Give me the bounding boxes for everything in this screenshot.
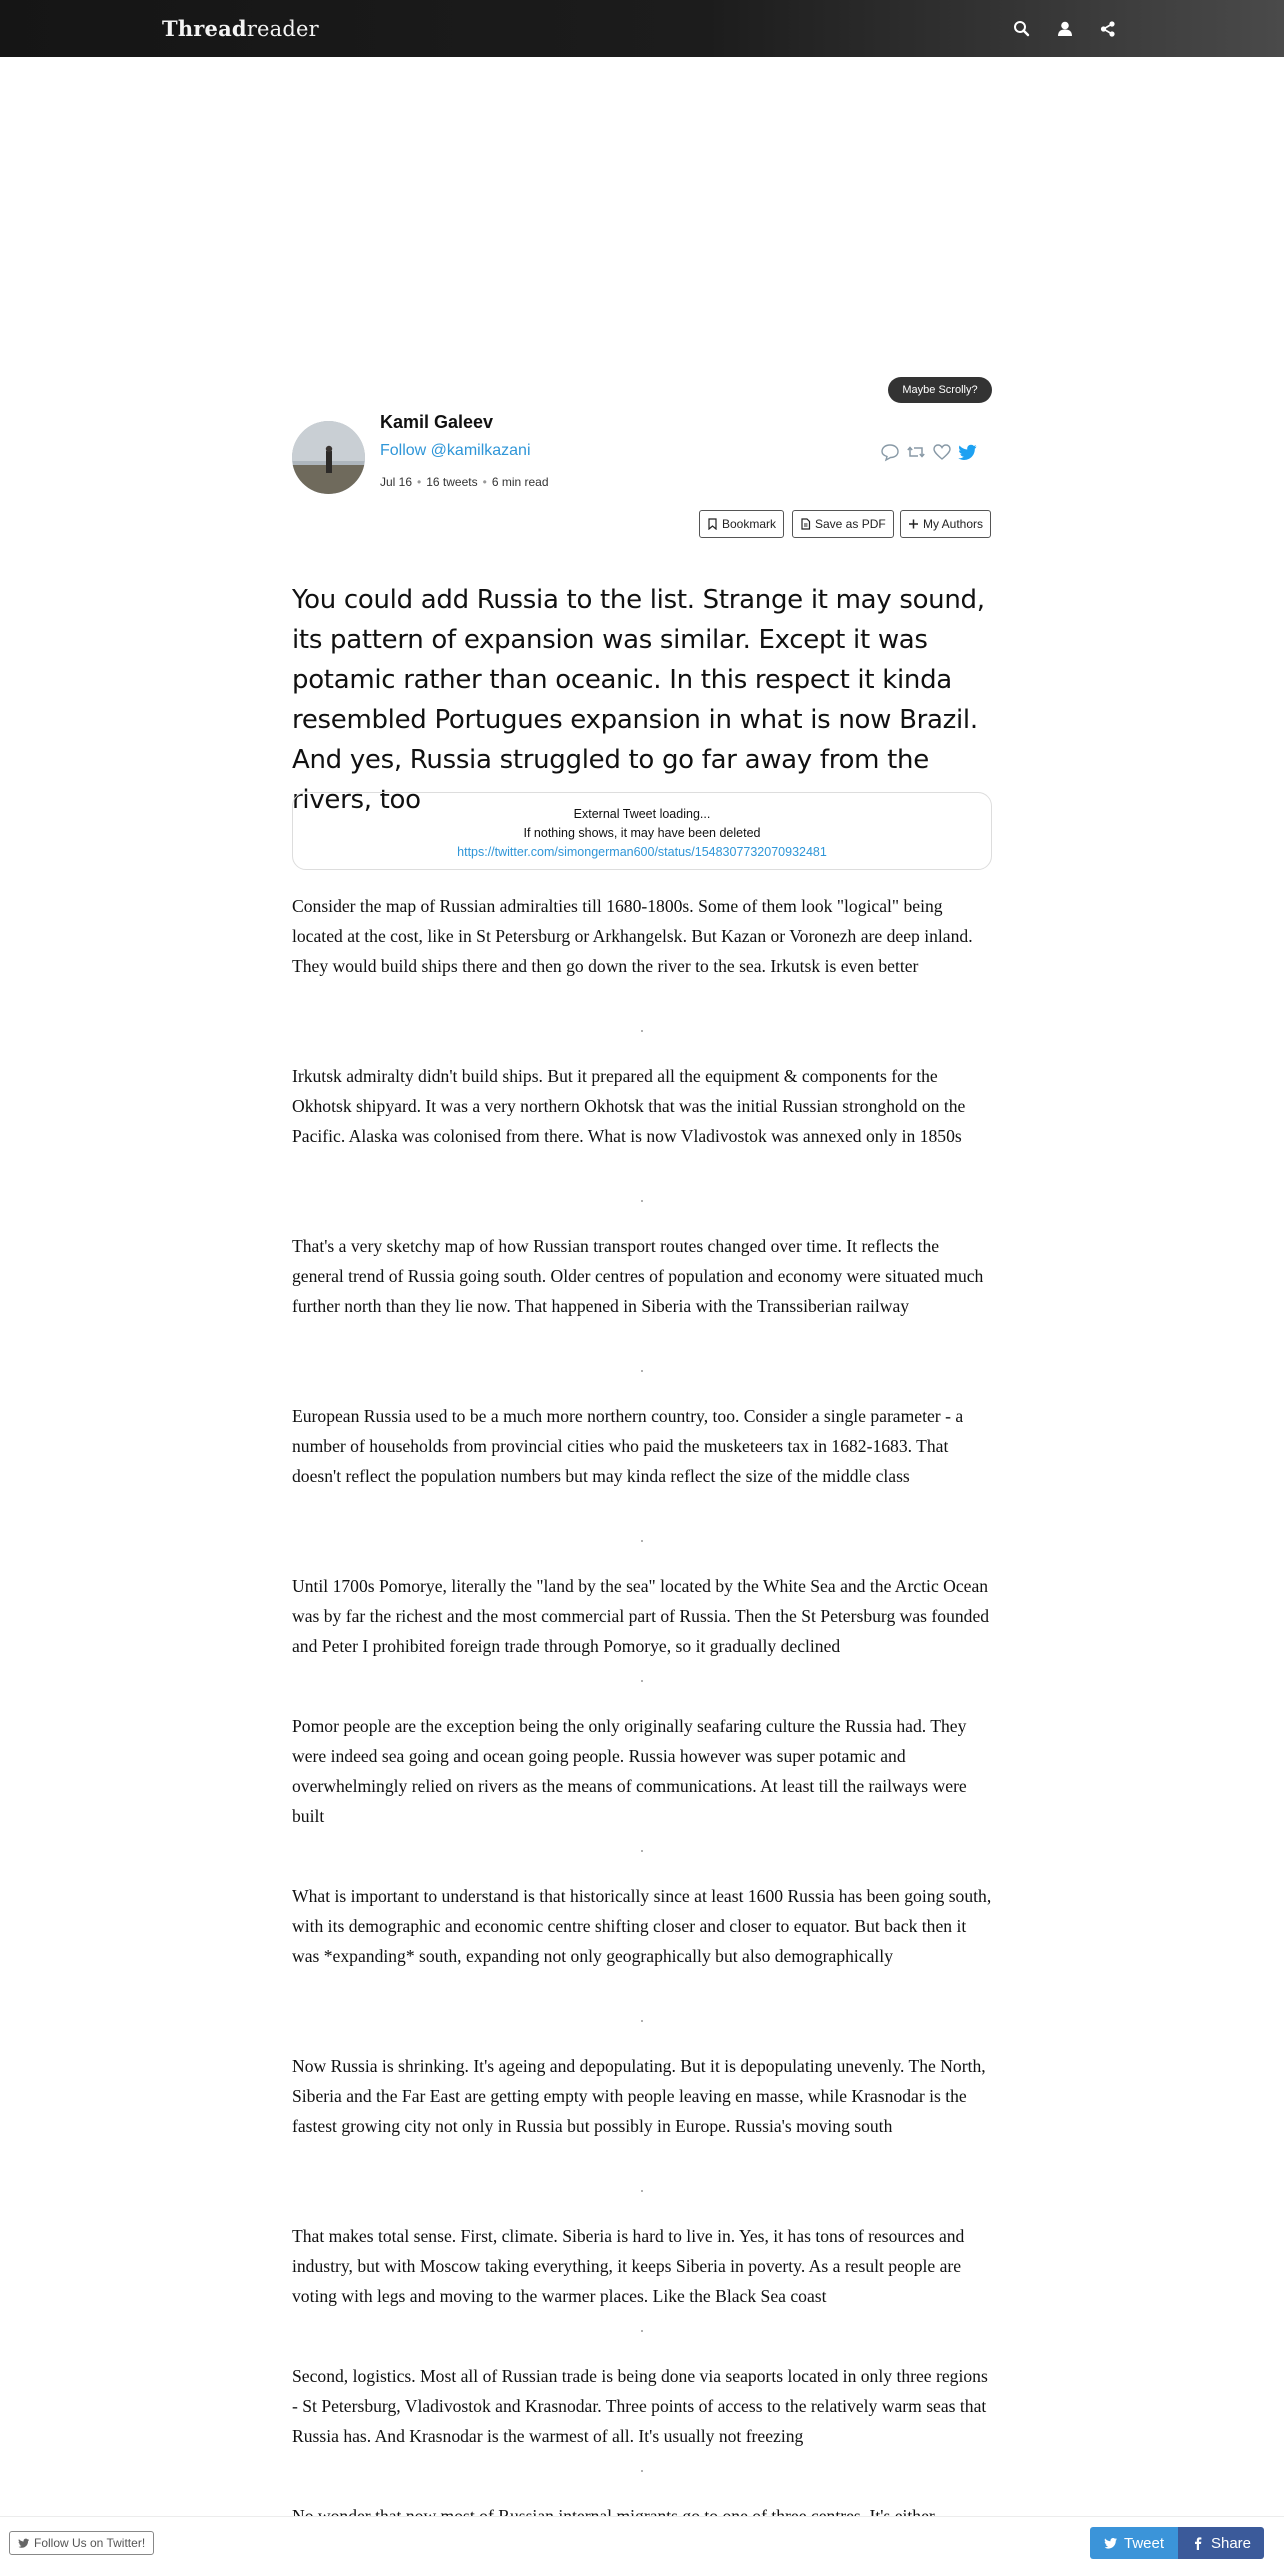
facebook-icon (1191, 2536, 1205, 2550)
twitter-icon (18, 2537, 30, 2549)
tweet-separator (641, 2020, 643, 2022)
maybe-scrolly-button[interactable]: Maybe Scrolly? (888, 377, 992, 403)
external-tweet-note: If nothing shows, it may have been deleted (523, 826, 761, 840)
tweet-separator (641, 1200, 643, 1202)
file-icon (800, 518, 811, 530)
tweet-button-label: Tweet (1123, 2534, 1165, 2552)
like-icon[interactable] (932, 442, 952, 462)
top-navbar (0, 0, 1284, 57)
tweet-separator (641, 1030, 643, 1032)
save-pdf-button[interactable] (792, 510, 894, 538)
external-tweet-link[interactable]: https://twitter.com/simongerman600/status/1548307732070932481 (457, 845, 827, 859)
share-button-label: Share (1210, 2534, 1252, 2552)
follow-link[interactable]: Follow @kamilkazani (380, 442, 531, 459)
tweet-4: European Russia used to be a much more northern country, too. Consider a single parameter - a number of households from provincial cities who paid the musketeers tax in 1682-1683. That doesn't reflect the population numbers but may kinda reflect the size of the middle class (292, 1406, 964, 1486)
tweet-8: Now Russia is shrinking. It's ageing and depopulating. But it is depopulating unevenly. The North, Siberia and the Far East are getting empty with people leaving en masse, while Krasnodar is the fastest growing city not only in Russia but possibly in Europe. Russia's moving south (292, 2056, 986, 2136)
thread-date: Jul 16 (380, 475, 413, 489)
tweet-separator (641, 2470, 643, 2472)
twitter-icon (1104, 2536, 1118, 2550)
author-name[interactable]: Kamil Galeev (380, 412, 494, 432)
tweet-3: That's a very sketchy map of how Russian transport routes changed over time. It reflects the general trend of Russia going south. Older centres of population and economy were situated much further north than they lie now. That happened in Siberia with the Transsiberian railway (292, 1236, 984, 1316)
thread-intro: You could add Russia to the list. Strange it may sound, its pattern of expansion was similar. Except it was potamic rather than oceanic. In this respect it kinda resembled Portugues expansion in what is now Brazil. And yes, Russia struggled to go far away from the rivers, too (292, 585, 985, 815)
tweet-10: Second, logistics. Most all of Russian trade is being done via seaports located in only three regions - St Petersburg, Vladivostok and Krasnodar. Three points of access to the relatively warm seas that Russia has. And Krasnodar is the warmest of all. It's usually not freezing (292, 2366, 988, 2446)
tweet-7: What is important to understand is that historically since at least 1600 Russia has been going south, with its demographic and economic centre shifting closer and closer to equator. But back then it was *expanding* south, expanding not only geographically but also demographically (292, 1886, 992, 1966)
share-icon[interactable] (1097, 18, 1119, 40)
external-tweet-card[interactable] (292, 792, 992, 870)
tweet-9: That makes total sense. First, climate. Siberia is hard to live in. Yes, it has tons of resources and industry, but with Moscow taking everything, it keeps Siberia in poverty. As a result people are voting with legs and moving to the warmer places. Like the Black Sea coast (292, 2226, 965, 2306)
tweet-6: Pomor people are the exception being the only originally seafaring culture the Russia had. They were indeed sea going and ocean going people. Russia however was super potamic and overwhelmingly relied on rivers as the means of communications. At least till the railways were built (292, 1716, 967, 1826)
my-authors-button[interactable] (900, 510, 991, 538)
save-pdf-label: Save as PDF (815, 517, 886, 531)
read-time: 6 min read (491, 475, 549, 489)
user-icon[interactable] (1054, 18, 1076, 40)
tweet-5: Until 1700s Pomorye, literally the "land by the sea" located by the White Sea and the Arctic Ocean was by far the richest and the most commercial part of Russia. Then the St Petersburg was founded and Peter I prohibited foreign trade through Pomorye, so it gradually declined (292, 1576, 990, 1656)
bookmark-icon (707, 518, 718, 530)
follow-us-twitter-button[interactable] (9, 2531, 154, 2555)
tweet-separator (641, 1680, 643, 1682)
thread-meta: Jul 16 • 16 tweets • 6 min read (380, 475, 549, 489)
bookmark-button[interactable] (699, 510, 784, 538)
bookmark-label: Bookmark (722, 517, 777, 531)
bottom-bar (0, 2516, 1284, 2568)
tweet-separator (641, 1850, 643, 1852)
tweet-2: Irkutsk admiralty didn't build ships. But it prepared all the equipment & components for the Okhotsk shipyard. It was a very northern Okhotsk that was the initial Russian stronghold on the Pacific. Alaska was colonised from there. What is now Vladivostok was annexed only in 1850s (292, 1066, 966, 1146)
tweet-separator (641, 2190, 643, 2192)
search-icon[interactable] (1011, 18, 1033, 40)
logo[interactable] (162, 16, 319, 41)
ad-space (0, 57, 1284, 377)
my-authors-label: My Authors (923, 517, 984, 531)
retweet-icon[interactable] (906, 442, 926, 462)
plus-icon (908, 518, 919, 530)
external-tweet-loading: External Tweet loading... (573, 807, 711, 821)
tweet-separator (641, 2330, 643, 2332)
reply-icon[interactable] (880, 442, 900, 462)
logo-bold-text: Thread (162, 16, 247, 41)
tweet-1: Consider the map of Russian admiralties till 1680-1800s. Some of them look "logical" being located at the cost, like in St Petersburg or Arkhangelsk. But Kazan or Voronezh are deep inland. They would build ships there and then go down the river to the sea. Irkutsk is even better (292, 896, 973, 976)
tweet-separator (641, 1370, 643, 1372)
logo-regular-text: reader (246, 17, 319, 41)
tweet-count: 16 tweets (426, 475, 478, 489)
tweet-actions (880, 442, 978, 462)
follow-us-label: Follow Us on Twitter! (34, 2536, 146, 2550)
avatar[interactable] (292, 421, 365, 494)
twitter-icon[interactable] (958, 442, 978, 462)
tweet-button[interactable] (1090, 2527, 1178, 2559)
share-button[interactable] (1178, 2527, 1264, 2559)
tweet-separator (641, 1540, 643, 1542)
